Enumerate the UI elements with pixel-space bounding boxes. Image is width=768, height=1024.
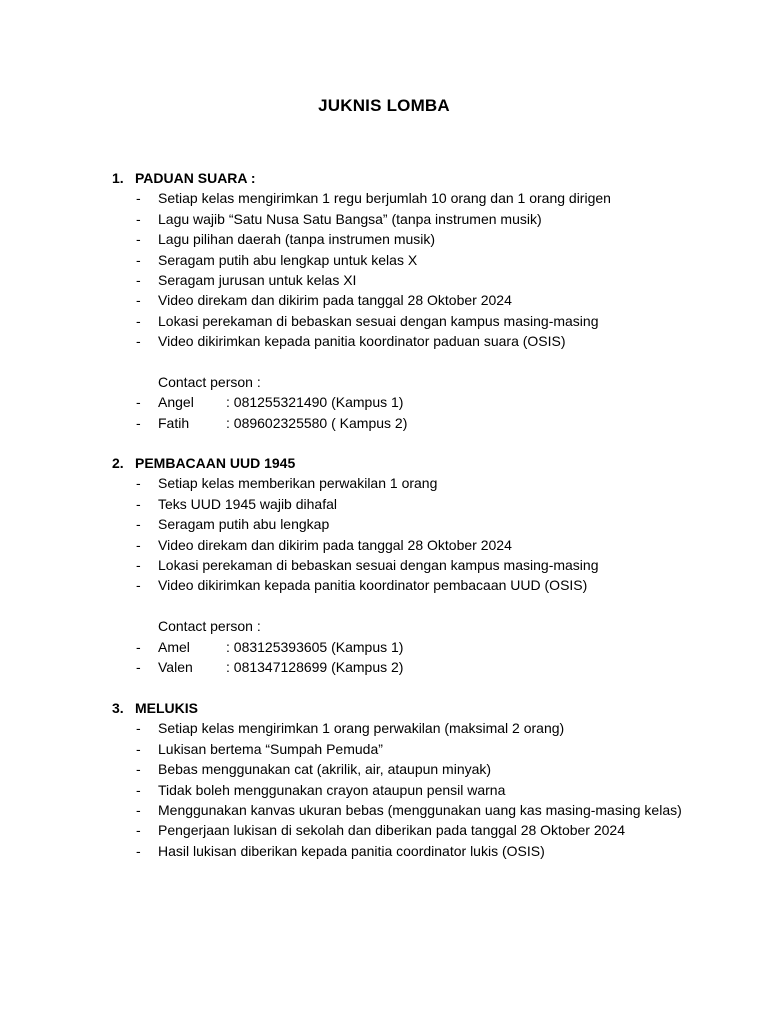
list-item: - Menggunakan kanvas ukuran bebas (menggunakan uang kas masing-masing kelas) — [136, 801, 682, 818]
contact-phone: : 083125393605 (Kampus 1) — [226, 638, 404, 655]
contact-phone: : 081347128699 (Kampus 2) — [226, 658, 404, 675]
section-melukis — [112, 698, 732, 861]
list-item: - Setiap kelas mengirimkan 1 orang perwakilan (maksimal 2 orang) — [136, 720, 565, 737]
contact-phone: : 081255321490 (Kampus 1) — [226, 394, 404, 411]
section-paduan-suara — [112, 168, 732, 433]
section-number: 3. — [112, 700, 124, 716]
contact-row: - Fatih : 089602325580 ( Kampus 2) — [112, 413, 732, 433]
section-title: MELUKIS — [135, 700, 198, 716]
list-item: - Lokasi perekaman di bebaskan sesuai dengan kampus masing-masing — [136, 312, 599, 329]
contact-label: Contact person : — [158, 618, 261, 635]
list-item: - Pengerjaan lukisan di sekolah dan diberikan pada tanggal 28 Oktober 2024 — [136, 822, 626, 839]
contact-name: Angel — [158, 394, 194, 411]
list-item: - Teks UUD 1945 wajib dihafal — [136, 495, 337, 512]
list-item: - Lukisan bertema “Sumpah Pemuda” — [136, 740, 383, 757]
section-heading — [112, 453, 732, 473]
list-item: - Tidak boleh menggunakan crayon ataupun pensil warna — [136, 781, 506, 798]
list-item: - Seragam putih abu lengkap untuk kelas X — [136, 251, 418, 268]
section-heading — [112, 168, 732, 188]
contact-name: Fatih — [158, 414, 190, 431]
contact-row: - Valen : 081347128699 (Kampus 2) — [112, 657, 732, 677]
section-number: 1. — [112, 170, 124, 186]
list-item: - Video direkam dan dikirim pada tanggal 28 Oktober 2024 — [136, 536, 512, 553]
contact-name: Valen — [158, 658, 193, 675]
list-item: - Setiap kelas mengirimkan 1 regu berjumlah 10 orang dan 1 orang dirigen — [136, 190, 611, 207]
list-item: - Hasil lukisan diberikan kepada panitia coordinator lukis (OSIS) — [136, 842, 545, 859]
list-item: - Lagu wajib “Satu Nusa Satu Bangsa” (tanpa instrumen musik) — [136, 210, 542, 227]
contact-label: Contact person : — [158, 373, 261, 390]
spacer — [112, 352, 732, 372]
list-item: - Lokasi perekaman di bebaskan sesuai dengan kampus masing-masing — [136, 556, 599, 573]
section-number: 2. — [112, 455, 124, 471]
contact-name: Amel — [158, 638, 190, 655]
list-item: - Video dikirimkan kepada panitia koordinator paduan suara (OSIS) — [136, 333, 566, 350]
list-item: - Video dikirimkan kepada panitia koordinator pembacaan UUD (OSIS) — [136, 577, 588, 594]
section-title: PEMBACAAN UUD 1945 — [135, 455, 296, 471]
contact-row: - Angel : 081255321490 (Kampus 1) — [112, 392, 732, 412]
document-title: JUKNIS LOMBA — [318, 96, 450, 115]
section-title: PADUAN SUARA : — [135, 170, 256, 186]
section-pembacaan-uud — [112, 453, 732, 677]
list-item: - Video direkam dan dikirim pada tanggal 28 Oktober 2024 — [136, 292, 512, 309]
list-item: - Seragam jurusan untuk kelas XI — [136, 271, 357, 288]
spacer — [112, 596, 732, 616]
list-item: - Bebas menggunakan cat (akrilik, air, ataupun minyak) — [136, 761, 492, 778]
section-heading — [112, 698, 732, 718]
contact-row: - Amel : 083125393605 (Kampus 1) — [112, 637, 732, 657]
list-item: - Lagu pilihan daerah (tanpa instrumen musik) — [136, 231, 436, 248]
contact-phone: : 089602325580 ( Kampus 2) — [226, 414, 408, 431]
list-item: - Setiap kelas memberikan perwakilan 1 orang — [136, 475, 438, 492]
list-item: - Seragam putih abu lengkap — [136, 516, 330, 533]
